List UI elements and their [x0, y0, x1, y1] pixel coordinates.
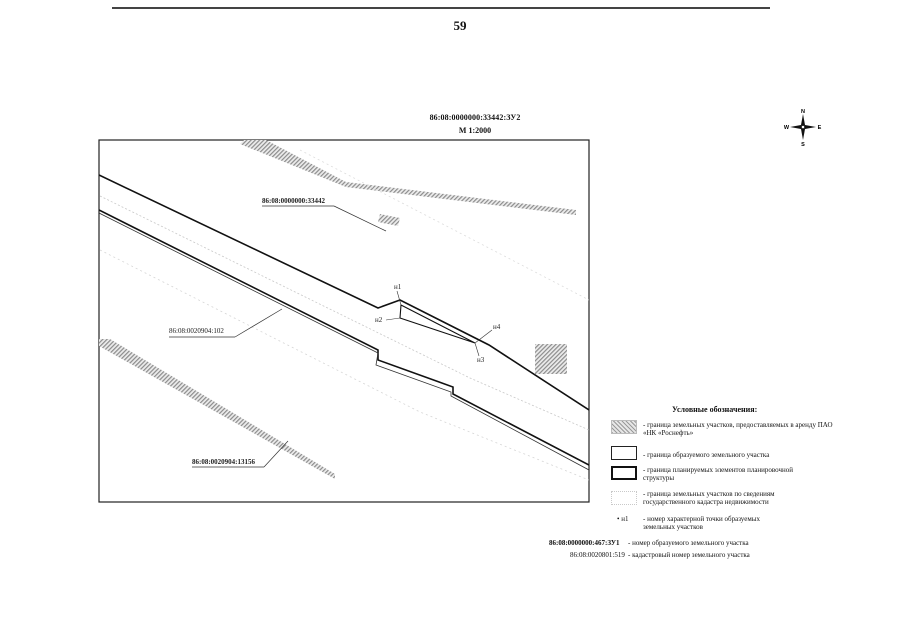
hatched-block [535, 344, 567, 374]
compass-s: S [801, 142, 805, 147]
compass-e: E [817, 125, 822, 131]
legend-swatch-cadastral [611, 491, 637, 505]
cadastral-boundary [100, 196, 589, 430]
point-label-n1: н1 [394, 283, 402, 291]
formed-parcel [400, 305, 475, 343]
parcel-label-mid: 86:08:0020904:102 [169, 327, 224, 335]
plan-structure-boundary [99, 210, 589, 465]
page-number: 59 [453, 18, 467, 33]
legend-text-rented: - граница земельных участков, предоставляемых в аренду ПАО «НК «Роснефть» [643, 421, 833, 437]
point-label-n4: н4 [493, 323, 501, 331]
map-scale: М 1:2000 [458, 126, 492, 135]
hatched-spot [378, 214, 400, 226]
cadastral-boundary [100, 250, 589, 480]
map-frame [99, 140, 589, 502]
compass-w: W [783, 125, 790, 131]
legend-swatch-parcel [611, 446, 637, 460]
legend-text-formed: - номер образуемого земельного участка [628, 539, 749, 547]
parcel-label-bottom: 86:08:0020904:13156 [192, 458, 255, 466]
map-title-code: 86:08:0000000:33442:ЗУ2 [429, 113, 521, 122]
legend-title: Условные обозначения: [672, 405, 758, 414]
parcel-label-top: 86:08:0000000:33442 [262, 197, 325, 205]
legend-text-cadastral-number: - кадастровый номер земельного участка [628, 551, 750, 559]
cadastral-boundary [300, 150, 589, 300]
plan-structure-boundary [99, 175, 589, 410]
legend-swatch-rented [611, 420, 637, 434]
legend-code-cadastral: 86:08:0020801:519 [570, 551, 625, 559]
legend-point-symbol: • н1 [617, 515, 629, 523]
point-label-n3: н3 [477, 356, 485, 364]
legend-text-parcel: - граница образуемого земельного участка [643, 451, 770, 459]
legend-code-formed: 86:08:0000000:467:ЗУ1 [549, 539, 620, 547]
compass-n: N [801, 109, 805, 115]
legend-text-plan: - граница планируемых элементов планировочной структуры [643, 466, 794, 482]
legend-swatch-plan [611, 466, 637, 480]
legend-text-point: - номер характерной точки образуемых земельных участков [643, 515, 760, 531]
point-label-n2: н2 [375, 316, 383, 324]
legend-text-cadastral: - граница земельных участков по сведениям государственного кадастра недвижимости [643, 490, 775, 506]
plan-structure-boundary [99, 213, 589, 470]
